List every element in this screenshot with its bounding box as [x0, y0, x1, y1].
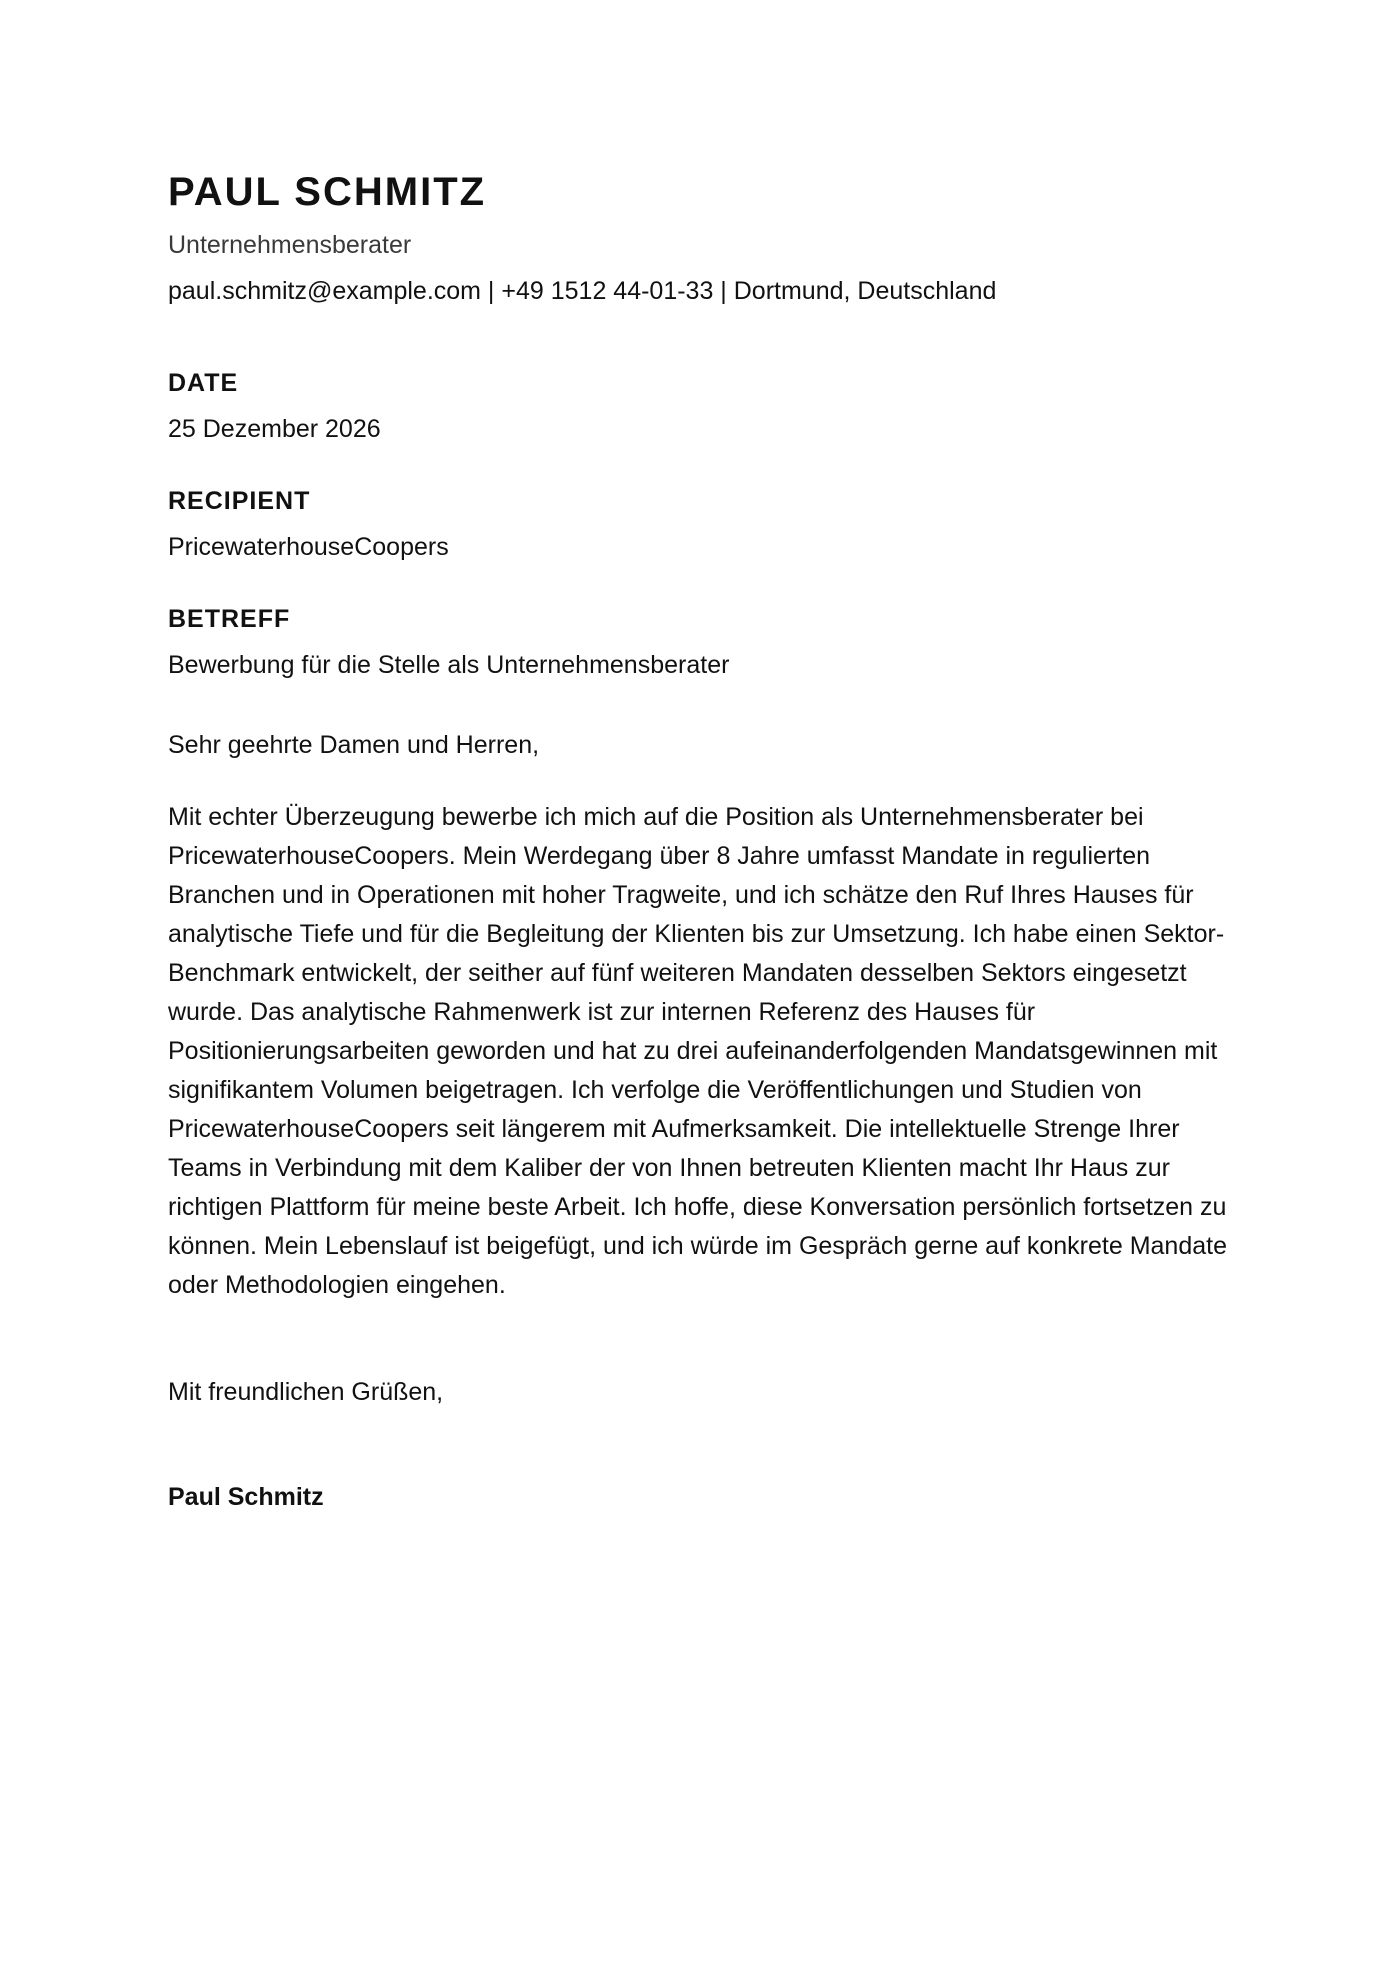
closing: Mit freundlichen Grüßen, — [168, 1378, 444, 1406]
subject-label: BETREFF — [168, 605, 291, 633]
letter-body: Mit echter Überzeugung bewerbe ich mich auf die Position als Unternehmensberater bei PricewaterhouseCoopers. Mein Werdegang über 8 Jahre umfasst Mandate in regulierten Branchen und in Operationen mit hoher Tragweite, und ich schätze den Ruf Ihres Hauses für analytische Tiefe und für die Begleitung der Klienten bis zur Umsetzung. Ich habe einen Sektor-Benchmark entwickelt, der seither auf fünf weiteren Mandaten desselben Sektors eingesetzt wurde. Das analytische Rahmenwerk ist zur internen Referenz des Hauses für Positionierungsarbeiten geworden und hat zu drei aufeinanderfolgenden Mandatsgewinnen mit signifikantem Volumen beigetragen. Ich verfolge die Veröffentlichungen und Studien von PricewaterhouseCoopers seit längerem mit Aufmerksamkeit. Die intellektuelle Strenge Ihrer Teams in Verbindung mit dem Kaliber der von Ihnen betreuten Klienten macht Ihr Haus zur richtigen Plattform für meine beste Arbeit. Ich hoffe, diese Konversation persönlich fortsetzen zu können. Mein Lebenslauf ist beigefügt, und ich würde im Gespräch gerne auf konkrete Mandate oder Methodologien eingehen. — [168, 803, 1227, 1299]
date-label: DATE — [168, 369, 239, 397]
applicant-name: PAUL SCHMITZ — [168, 170, 487, 214]
recipient-value: PricewaterhouseCoopers — [168, 533, 449, 561]
date-section — [168, 366, 1232, 446]
date-value: 25 Dezember 2026 — [168, 415, 381, 443]
recipient-section — [168, 484, 1232, 564]
signature: Paul Schmitz — [168, 1483, 324, 1511]
recipient-label: RECIPIENT — [168, 487, 311, 515]
salutation: Sehr geehrte Damen und Herren, — [168, 731, 540, 759]
applicant-contact: paul.schmitz@example.com | +49 1512 44-01-33 | Dortmund, Deutschland — [168, 277, 997, 305]
applicant-role: Unternehmensberater — [168, 231, 412, 259]
letter-header — [168, 166, 1232, 308]
subject-section — [168, 602, 1232, 682]
subject-value: Bewerbung für die Stelle als Unternehmensberater — [168, 651, 730, 679]
